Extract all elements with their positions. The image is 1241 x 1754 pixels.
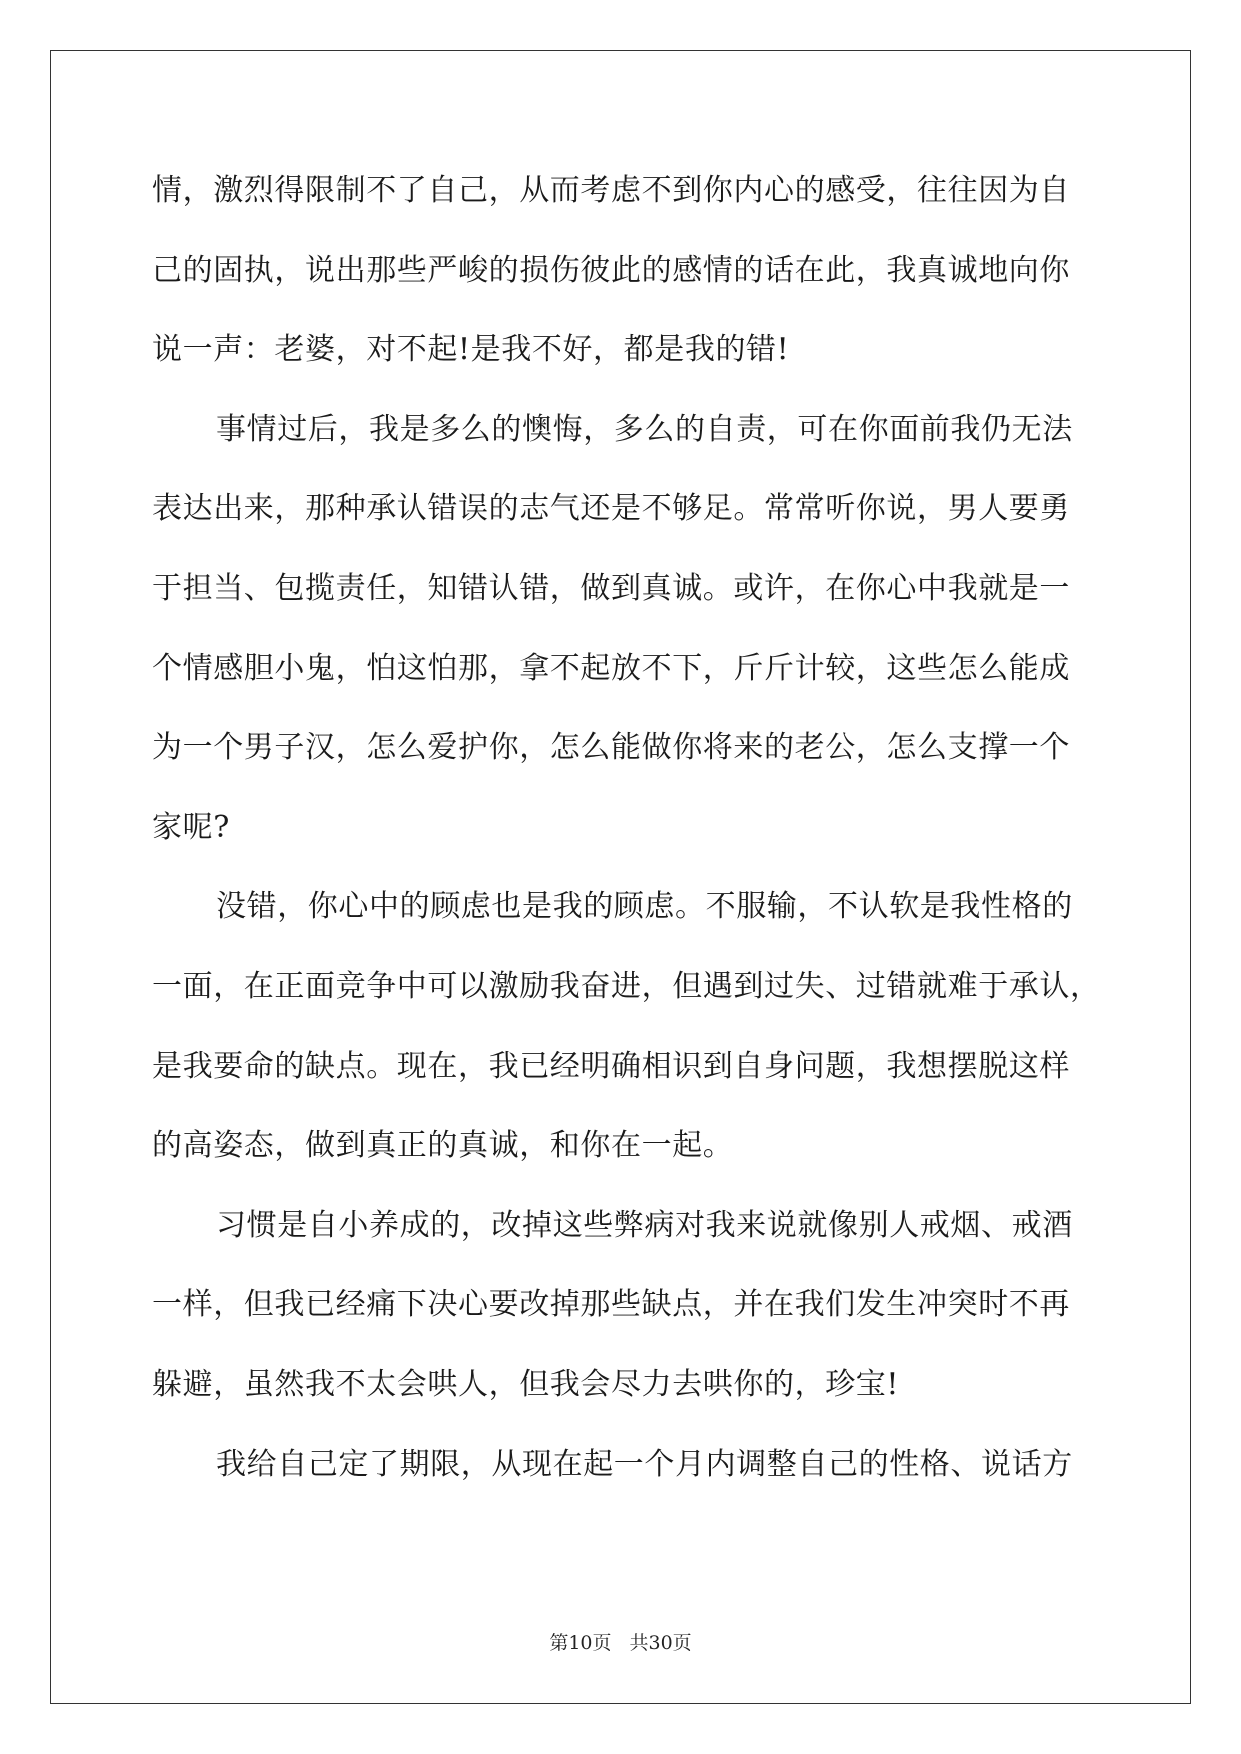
text-line: 一样，但我已经痛下决心要改掉那些缺点，并在我们发生冲突时不再 (152, 1287, 1070, 1323)
text-line: 己的固执，说出那些严峻的损伤彼此的感情的话在此，我真诚地向你 (152, 252, 1070, 288)
paragraph-first-line: 我给自己定了期限，从现在起一个月内调整自己的性格、说话方 (216, 1446, 1073, 1482)
text-line: 个情感胆小鬼，怕这怕那，拿不起放不下，斤斤计较，这些怎么能成 (152, 650, 1070, 686)
page-number-current: 第10页 (549, 1632, 612, 1654)
paragraph-first-line: 事情过后，我是多么的懊悔，多么的自责，可在你面前我仍无法 (216, 411, 1073, 447)
text-line: 表达出来，那种承认错误的志气还是不够足。常常听你说，男人要勇 (152, 491, 1070, 527)
page-number-total: 共30页 (629, 1632, 692, 1654)
text-line: 为一个男子汉，怎么爱护你，怎么能做你将来的老公，怎么支撑一个 (152, 730, 1070, 766)
text-line: 情，激烈得限制不了自己，从而考虑不到你内心的感受，往往因为自 (152, 173, 1070, 208)
text-line: 说一声：老婆，对不起!是我不好，都是我的错! (152, 332, 790, 368)
text-line: 躲避，虽然我不太会哄人，但我会尽力去哄你的，珍宝! (152, 1366, 900, 1402)
page-footer (0, 1628, 1241, 1655)
text-line: 于担当、包揽责任，知错认错，做到真诚。或许，在你心中我就是一 (152, 570, 1070, 606)
document-body (152, 163, 1101, 1516)
text-line: 一面，在正面竞争中可以激励我奋进，但遇到过失、过错就难于承认， (152, 968, 1101, 1004)
paragraph-first-line: 没错，你心中的顾虑也是我的顾虑。不服输，不认软是我性格的 (216, 889, 1073, 925)
text-line: 家呢? (152, 809, 230, 845)
paragraph-first-line: 习惯是自小养成的，改掉这些弊病对我来说就像别人戒烟、戒酒 (216, 1207, 1073, 1243)
text-line: 的高姿态，做到真正的真诚，和你在一起。 (152, 1128, 734, 1164)
text-line: 是我要命的缺点。现在，我已经明确相识到自身问题，我想摆脱这样 (152, 1048, 1070, 1084)
